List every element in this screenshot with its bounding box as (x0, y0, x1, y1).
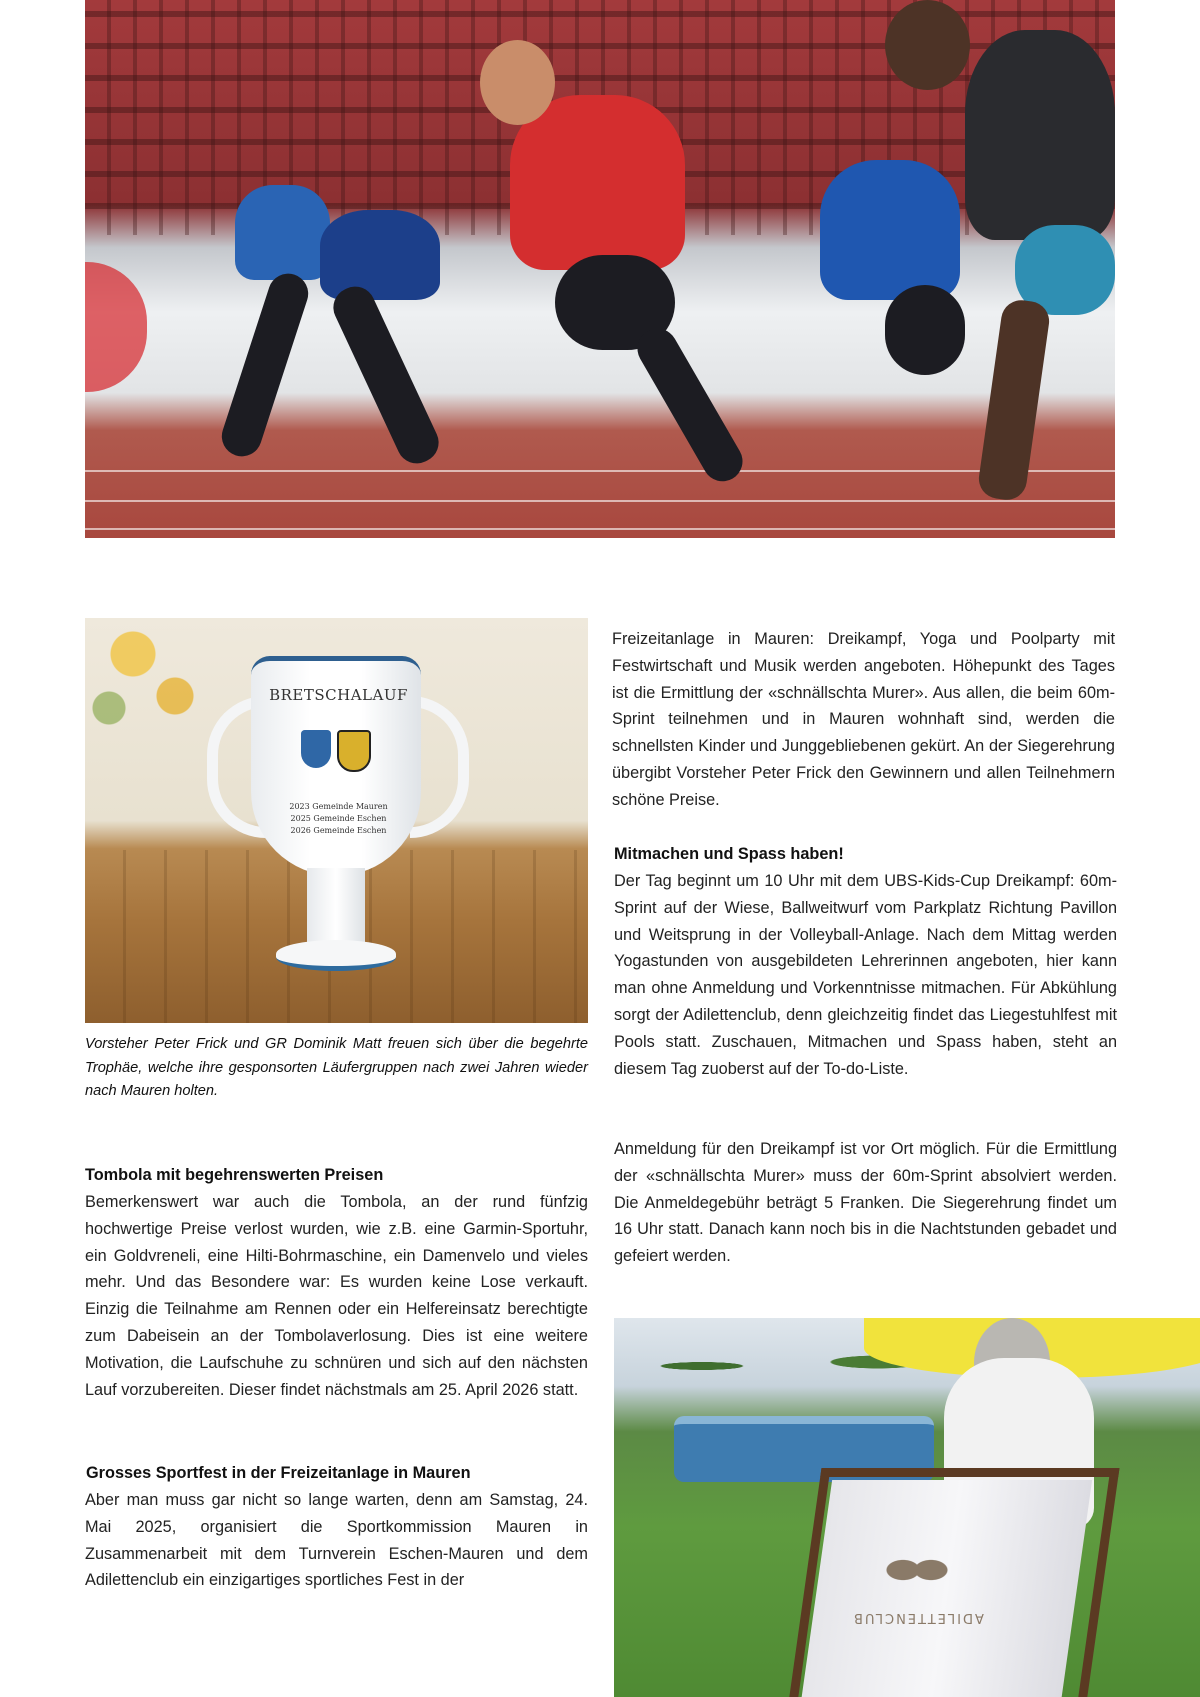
track-lane-line (85, 500, 1115, 502)
runner-red (510, 95, 685, 270)
mitmachen-body: Der Tag beginnt um 10 Uhr mit dem UBS-Kids-Cup Dreikampf: 60m-Sprint auf der Wiese, Ballweitwurf vom Parkplatz Richtung Pavillon und Weitsprung in der Volleyball-Anlage. Nach dem Mittag werden Yogastunden von ausgebildeten Lehrerinnen angeboten, hier kann man ohne Anmeldung und Vorkenntnisse mitmachen. Für Abkühlung sorgt der Adilettenclub, denn gleichzeitig findet das Liegestuhlfest mit Pools statt. Zuschauen, Mitmachen und Spass haben, steht an diesem Tag zuoberst auf der To-do-Liste. (614, 872, 1117, 1078)
mitmachen-heading: Mitmachen und Spass haben! (614, 845, 844, 863)
runner-leg (327, 280, 445, 470)
sportfest-continuation: Freizeitanlage in Mauren: Dreikampf, Yoga und Poolparty mit Festwirtschaft und Musik werden angeboten. Höhepunkt des Tages ist die Ermittlung der «schnällschta Murer». Aus allen, die beim 60m-Sprint teilnehmen und in Mauren wohnhaft sind, werden die schnellsten Kinder und Junggebliebenen gekürt. An der Siegerehrung übergibt Vorsteher Peter Frick den Gewinnern und allen Teilnehmern schöne Preise. (612, 630, 1115, 809)
anmeldung-body: Anmeldung für den Dreikampf ist vor Ort möglich. Für die Ermittlung der «schnällschta Murer» muss der 60m-Sprint absolviert werden. Die Anmeldegebühr beträgt 5 Franken. Die Siegerehrung findet um 16 Uhr statt. Danach kann noch bis in die Nachtstunden gebadet und gefeiert werden. (614, 1140, 1117, 1266)
crest-eschen-icon (337, 730, 371, 772)
trophy-inscription-line: 2025 Gemeinde Eschen (290, 814, 387, 823)
runner-leg (630, 321, 750, 488)
tombola-heading: Tombola mit begehrenswerten Preisen (85, 1166, 384, 1184)
crest-mauren-icon (301, 730, 331, 768)
runner-blue-left (235, 185, 330, 280)
runner-leg (217, 268, 314, 461)
runner-black-shirt (965, 30, 1115, 240)
trophy-foot (276, 940, 396, 971)
trophy-inscription-line: 2026 Gemeinde Eschen (290, 826, 387, 835)
deckchair-frame (787, 1468, 1120, 1697)
deckchair-brand-text: ADILETTENCLUB (852, 1610, 984, 1625)
trophy-stem (307, 868, 365, 948)
sprint-start-photo (85, 0, 1115, 538)
deckchair-pool-photo (614, 1318, 1200, 1697)
trophy-photo (85, 618, 588, 1023)
track-lane-line (85, 470, 1115, 472)
runner-leg (885, 285, 965, 375)
sportfest-body: Aber man muss gar nicht so lange warten, denn am Samstag, 24. Mai 2025, organisiert die Sportkommission Mauren in Zusammenarbeit mit dem Turnverein Eschen-Mauren und dem Adilettenclub ein einzigartiges sportliches Fest in der (85, 1491, 588, 1590)
trophy-inscription-line: 2023 Gemeinde Mauren (289, 802, 388, 811)
tombola-body: Bemerkenswert war auch die Tombola, an der rund fünfzig hochwertige Preise verlost wurden, wie z.B. eine Garmin-Sportuhr, ein Goldvreneli, eine Hilti-Bohrmaschine, ein Damenvelo und vieles mehr. Und das Besondere war: Es wurden keine Lose verkauft. Einzig die Teilnahme am Rennen oder ein Helfereinsatz berechtigte zum Dabeisein an der Tombolaverlosung. Dies ist eine weitere Motivation, die Laufschuhe zu schnüren und sich auf den nächsten Lauf vorzubereiten. Dieser findet nächstmals am 25. April 2026 statt. (85, 1193, 588, 1399)
trophy-inscription-title: BRETSCHALAUF (269, 686, 408, 704)
trophy-photo-caption: Vorsteher Peter Frick und GR Dominik Matt freuen sich über die begehrte Trophäe, welche ihre gesponsorten Läufergruppen nach zwei Jahren wieder nach Mauren holten. (85, 1036, 588, 1099)
footprints-logo-icon (882, 1540, 952, 1600)
runner-blue-second (320, 210, 440, 300)
runner-blue-right (820, 160, 960, 300)
flowers-background (85, 618, 205, 738)
sportfest-heading: Grosses Sportfest in der Freizeitanlage in Mauren (86, 1464, 471, 1482)
runner-head (885, 0, 970, 90)
track-lane-line (85, 528, 1115, 530)
trophy-inscription-lines (251, 801, 426, 837)
banner-red-mark (85, 262, 147, 392)
runner-head (480, 40, 555, 125)
